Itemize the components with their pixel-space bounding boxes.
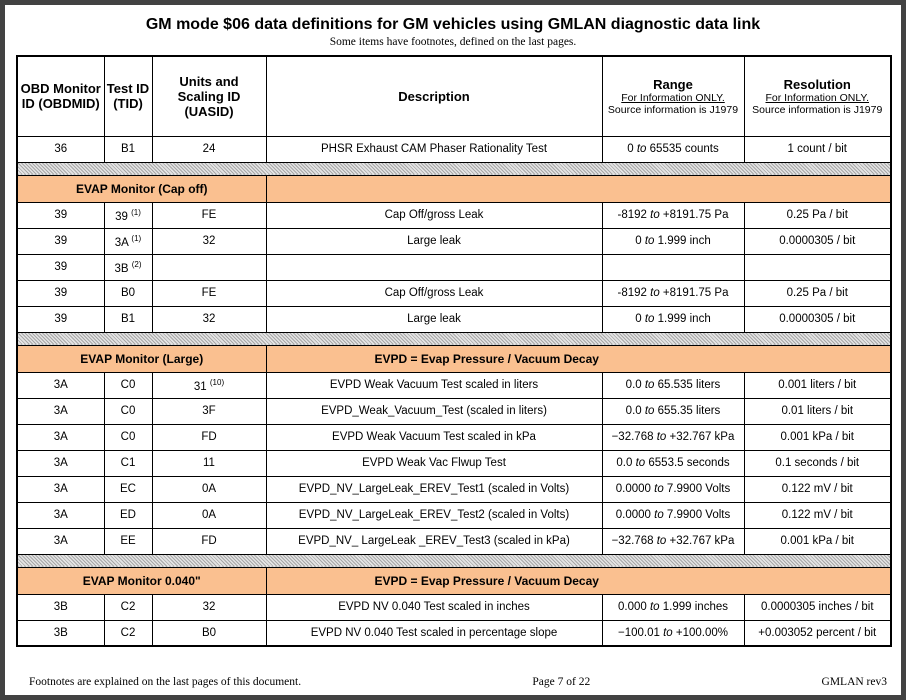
tid-cell: C1 xyxy=(104,450,152,476)
obdmid-cell: 39 xyxy=(17,202,104,228)
obdmid-cell: 3A xyxy=(17,398,104,424)
section-label: EVAP Monitor (Cap off) xyxy=(17,175,266,202)
table-row xyxy=(17,398,891,424)
tid-cell: EE xyxy=(104,528,152,554)
range-header-source: Source information is J1979 xyxy=(607,103,739,116)
resolution-cell: 0.25 Pa / bit xyxy=(744,280,891,306)
range-header-title: Range xyxy=(653,76,693,92)
section-label: EVAP Monitor (Large) xyxy=(17,345,266,372)
uasid-cell: 32 xyxy=(152,594,266,620)
table-row xyxy=(17,594,891,620)
resolution-header-title: Resolution xyxy=(783,76,851,92)
resolution-cell xyxy=(744,254,891,280)
uasid-cell: 31 $^{(10)}$ xyxy=(152,372,266,398)
resolution-cell: 0.122 mV / bit xyxy=(744,476,891,502)
uasid-cell: 3F xyxy=(152,398,266,424)
tid-cell: B1 xyxy=(104,136,152,162)
col-header-obdmid: OBD Monitor ID (OBDMID) xyxy=(17,56,104,136)
range-cell: 0.0000 to 7.9900 Volts xyxy=(602,476,744,502)
separator-band xyxy=(17,332,891,345)
separator-band xyxy=(17,554,891,567)
obdmid-cell: 39 xyxy=(17,306,104,332)
table-row xyxy=(17,136,891,162)
resolution-cell: 0.001 kPa / bit xyxy=(744,528,891,554)
section-note xyxy=(266,175,891,202)
tid-cell: C0 xyxy=(104,424,152,450)
obdmid-cell: 3B xyxy=(17,620,104,646)
resolution-cell: 0.001 kPa / bit xyxy=(744,424,891,450)
col-header-resolution xyxy=(744,56,891,136)
table-row xyxy=(17,424,891,450)
separator-row xyxy=(17,554,891,567)
uasid-cell: 11 xyxy=(152,450,266,476)
resolution-cell: 0.0000305 inches / bit xyxy=(744,594,891,620)
obdmid-cell: 3A xyxy=(17,424,104,450)
tid-cell: C2 xyxy=(104,620,152,646)
obdmid-cell: 36 xyxy=(17,136,104,162)
obdmid-cell: 3B xyxy=(17,594,104,620)
resolution-cell: 0.0000305 / bit xyxy=(744,306,891,332)
description-cell: EVPD NV 0.040 Test scaled in percentage slope xyxy=(266,620,602,646)
col-header-uasid: Units and Scaling ID (UASID) xyxy=(152,56,266,136)
table-row xyxy=(17,372,891,398)
uasid-cell: 24 xyxy=(152,136,266,162)
separator-band xyxy=(17,162,891,175)
description-cell: EVPD_NV_ LargeLeak _EREV_Test3 (scaled in kPa) xyxy=(266,528,602,554)
tid-cell: B0 xyxy=(104,280,152,306)
tid-cell: 39 $^{(1)}$ xyxy=(104,202,152,228)
uasid-cell: FE xyxy=(152,202,266,228)
range-cell: 0.0 to 6553.5 seconds xyxy=(602,450,744,476)
table-row xyxy=(17,280,891,306)
section-header-row xyxy=(17,175,891,202)
table-row xyxy=(17,620,891,646)
tid-cell: B1 xyxy=(104,306,152,332)
description-cell: PHSR Exhaust CAM Phaser Rationality Test xyxy=(266,136,602,162)
resolution-cell: 0.01 liters / bit xyxy=(744,398,891,424)
range-cell xyxy=(602,254,744,280)
table-body xyxy=(17,136,891,646)
obdmid-cell: 3A xyxy=(17,502,104,528)
section-header-row xyxy=(17,567,891,594)
obdmid-cell: 3A xyxy=(17,372,104,398)
uasid-cell: 32 xyxy=(152,306,266,332)
footer-page-number: Page 7 of 22 xyxy=(532,676,591,688)
uasid-cell: 0A xyxy=(152,476,266,502)
col-header-description: Description xyxy=(266,56,602,136)
description-cell: EVPD_NV_LargeLeak_EREV_Test2 (scaled in Volts) xyxy=(266,502,602,528)
resolution-cell: 0.0000305 / bit xyxy=(744,228,891,254)
uasid-cell: FE xyxy=(152,280,266,306)
obdmid-cell: 39 xyxy=(17,254,104,280)
section-header-row xyxy=(17,345,891,372)
description-cell: EVPD Weak Vac Flwup Test xyxy=(266,450,602,476)
separator-row xyxy=(17,332,891,345)
range-cell: −100.01 to +100.00% xyxy=(602,620,744,646)
description-cell: EVPD Weak Vacuum Test scaled in liters xyxy=(266,372,602,398)
description-cell: EVPD_NV_LargeLeak_EREV_Test1 (scaled in Volts) xyxy=(266,476,602,502)
uasid-cell: 0A xyxy=(152,502,266,528)
tid-cell: C0 xyxy=(104,372,152,398)
description-cell: EVPD Weak Vacuum Test scaled in kPa xyxy=(266,424,602,450)
table-row xyxy=(17,228,891,254)
resolution-header-source: Source information is J1979 xyxy=(752,103,883,116)
range-cell: 0 to 1.999 inch xyxy=(602,306,744,332)
description-cell: Cap Off/gross Leak xyxy=(266,202,602,228)
description-cell: Cap Off/gross Leak xyxy=(266,280,602,306)
data-definitions-table xyxy=(16,55,892,647)
range-cell: -8192 to +8191.75 Pa xyxy=(602,202,744,228)
range-cell: −32.768 to +32.767 kPa xyxy=(602,528,744,554)
table-row xyxy=(17,450,891,476)
description-cell xyxy=(266,254,602,280)
resolution-cell: 0.25 Pa / bit xyxy=(744,202,891,228)
header-row xyxy=(17,56,891,136)
description-cell: Large leak xyxy=(266,228,602,254)
range-header-note: For Information ONLY. xyxy=(621,91,725,104)
range-cell: 0 to 65535 counts xyxy=(602,136,744,162)
tid-cell: ED xyxy=(104,502,152,528)
resolution-cell: +0.003052 percent / bit xyxy=(744,620,891,646)
uasid-cell: B0 xyxy=(152,620,266,646)
page-title: GM mode $06 data definitions for GM vehicles using GMLAN diagnostic data link xyxy=(145,16,761,33)
range-cell: −32.768 to +32.767 kPa xyxy=(602,424,744,450)
uasid-cell: FD xyxy=(152,424,266,450)
table-row xyxy=(17,306,891,332)
description-cell: EVPD NV 0.040 Test scaled in inches xyxy=(266,594,602,620)
range-cell: 0.0000 to 7.9900 Volts xyxy=(602,502,744,528)
obdmid-cell: 3A xyxy=(17,450,104,476)
resolution-cell: 0.122 mV / bit xyxy=(744,502,891,528)
table-row xyxy=(17,502,891,528)
section-label: EVAP Monitor 0.040" xyxy=(17,567,266,594)
uasid-cell xyxy=(152,254,266,280)
tid-cell: 3B $^{(2)}$ xyxy=(104,254,152,280)
col-header-range xyxy=(602,56,744,136)
section-note: EVPD = Evap Pressure / Vacuum Decay xyxy=(266,567,891,594)
resolution-cell: 0.1 seconds / bit xyxy=(744,450,891,476)
tid-cell: 3A $^{(1)}$ xyxy=(104,228,152,254)
uasid-cell: 32 xyxy=(152,228,266,254)
description-cell: EVPD_Weak_Vacuum_Test (scaled in liters) xyxy=(266,398,602,424)
tid-cell: C0 xyxy=(104,398,152,424)
separator-row xyxy=(17,162,891,175)
page-subtitle: Some items have footnotes, defined on the last pages. xyxy=(329,36,577,48)
col-header-tid: Test ID (TID) xyxy=(104,56,152,136)
range-cell: 0.000 to 1.999 inches xyxy=(602,594,744,620)
table-row xyxy=(17,528,891,554)
page-footer xyxy=(29,676,887,688)
range-cell: -8192 to +8191.75 Pa xyxy=(602,280,744,306)
uasid-cell: FD xyxy=(152,528,266,554)
resolution-cell: 1 count / bit xyxy=(744,136,891,162)
table-row xyxy=(17,476,891,502)
obdmid-cell: 3A xyxy=(17,476,104,502)
range-cell: 0 to 1.999 inch xyxy=(602,228,744,254)
obdmid-cell: 3A xyxy=(17,528,104,554)
description-cell: Large leak xyxy=(266,306,602,332)
footer-doc-revision: GMLAN rev3 xyxy=(821,676,887,688)
obdmid-cell: 39 xyxy=(17,228,104,254)
table-row xyxy=(17,254,891,280)
obdmid-cell: 39 xyxy=(17,280,104,306)
resolution-cell: 0.001 liters / bit xyxy=(744,372,891,398)
range-cell: 0.0 to 65.535 liters xyxy=(602,372,744,398)
range-cell: 0.0 to 655.35 liters xyxy=(602,398,744,424)
section-note: EVPD = Evap Pressure / Vacuum Decay xyxy=(266,345,891,372)
table-row xyxy=(17,202,891,228)
footer-footnotes-text: Footnotes are explained on the last pages of this document. xyxy=(29,676,302,688)
resolution-header-note: For Information ONLY. xyxy=(765,91,869,104)
tid-cell: C2 xyxy=(104,594,152,620)
tid-cell: EC xyxy=(104,476,152,502)
